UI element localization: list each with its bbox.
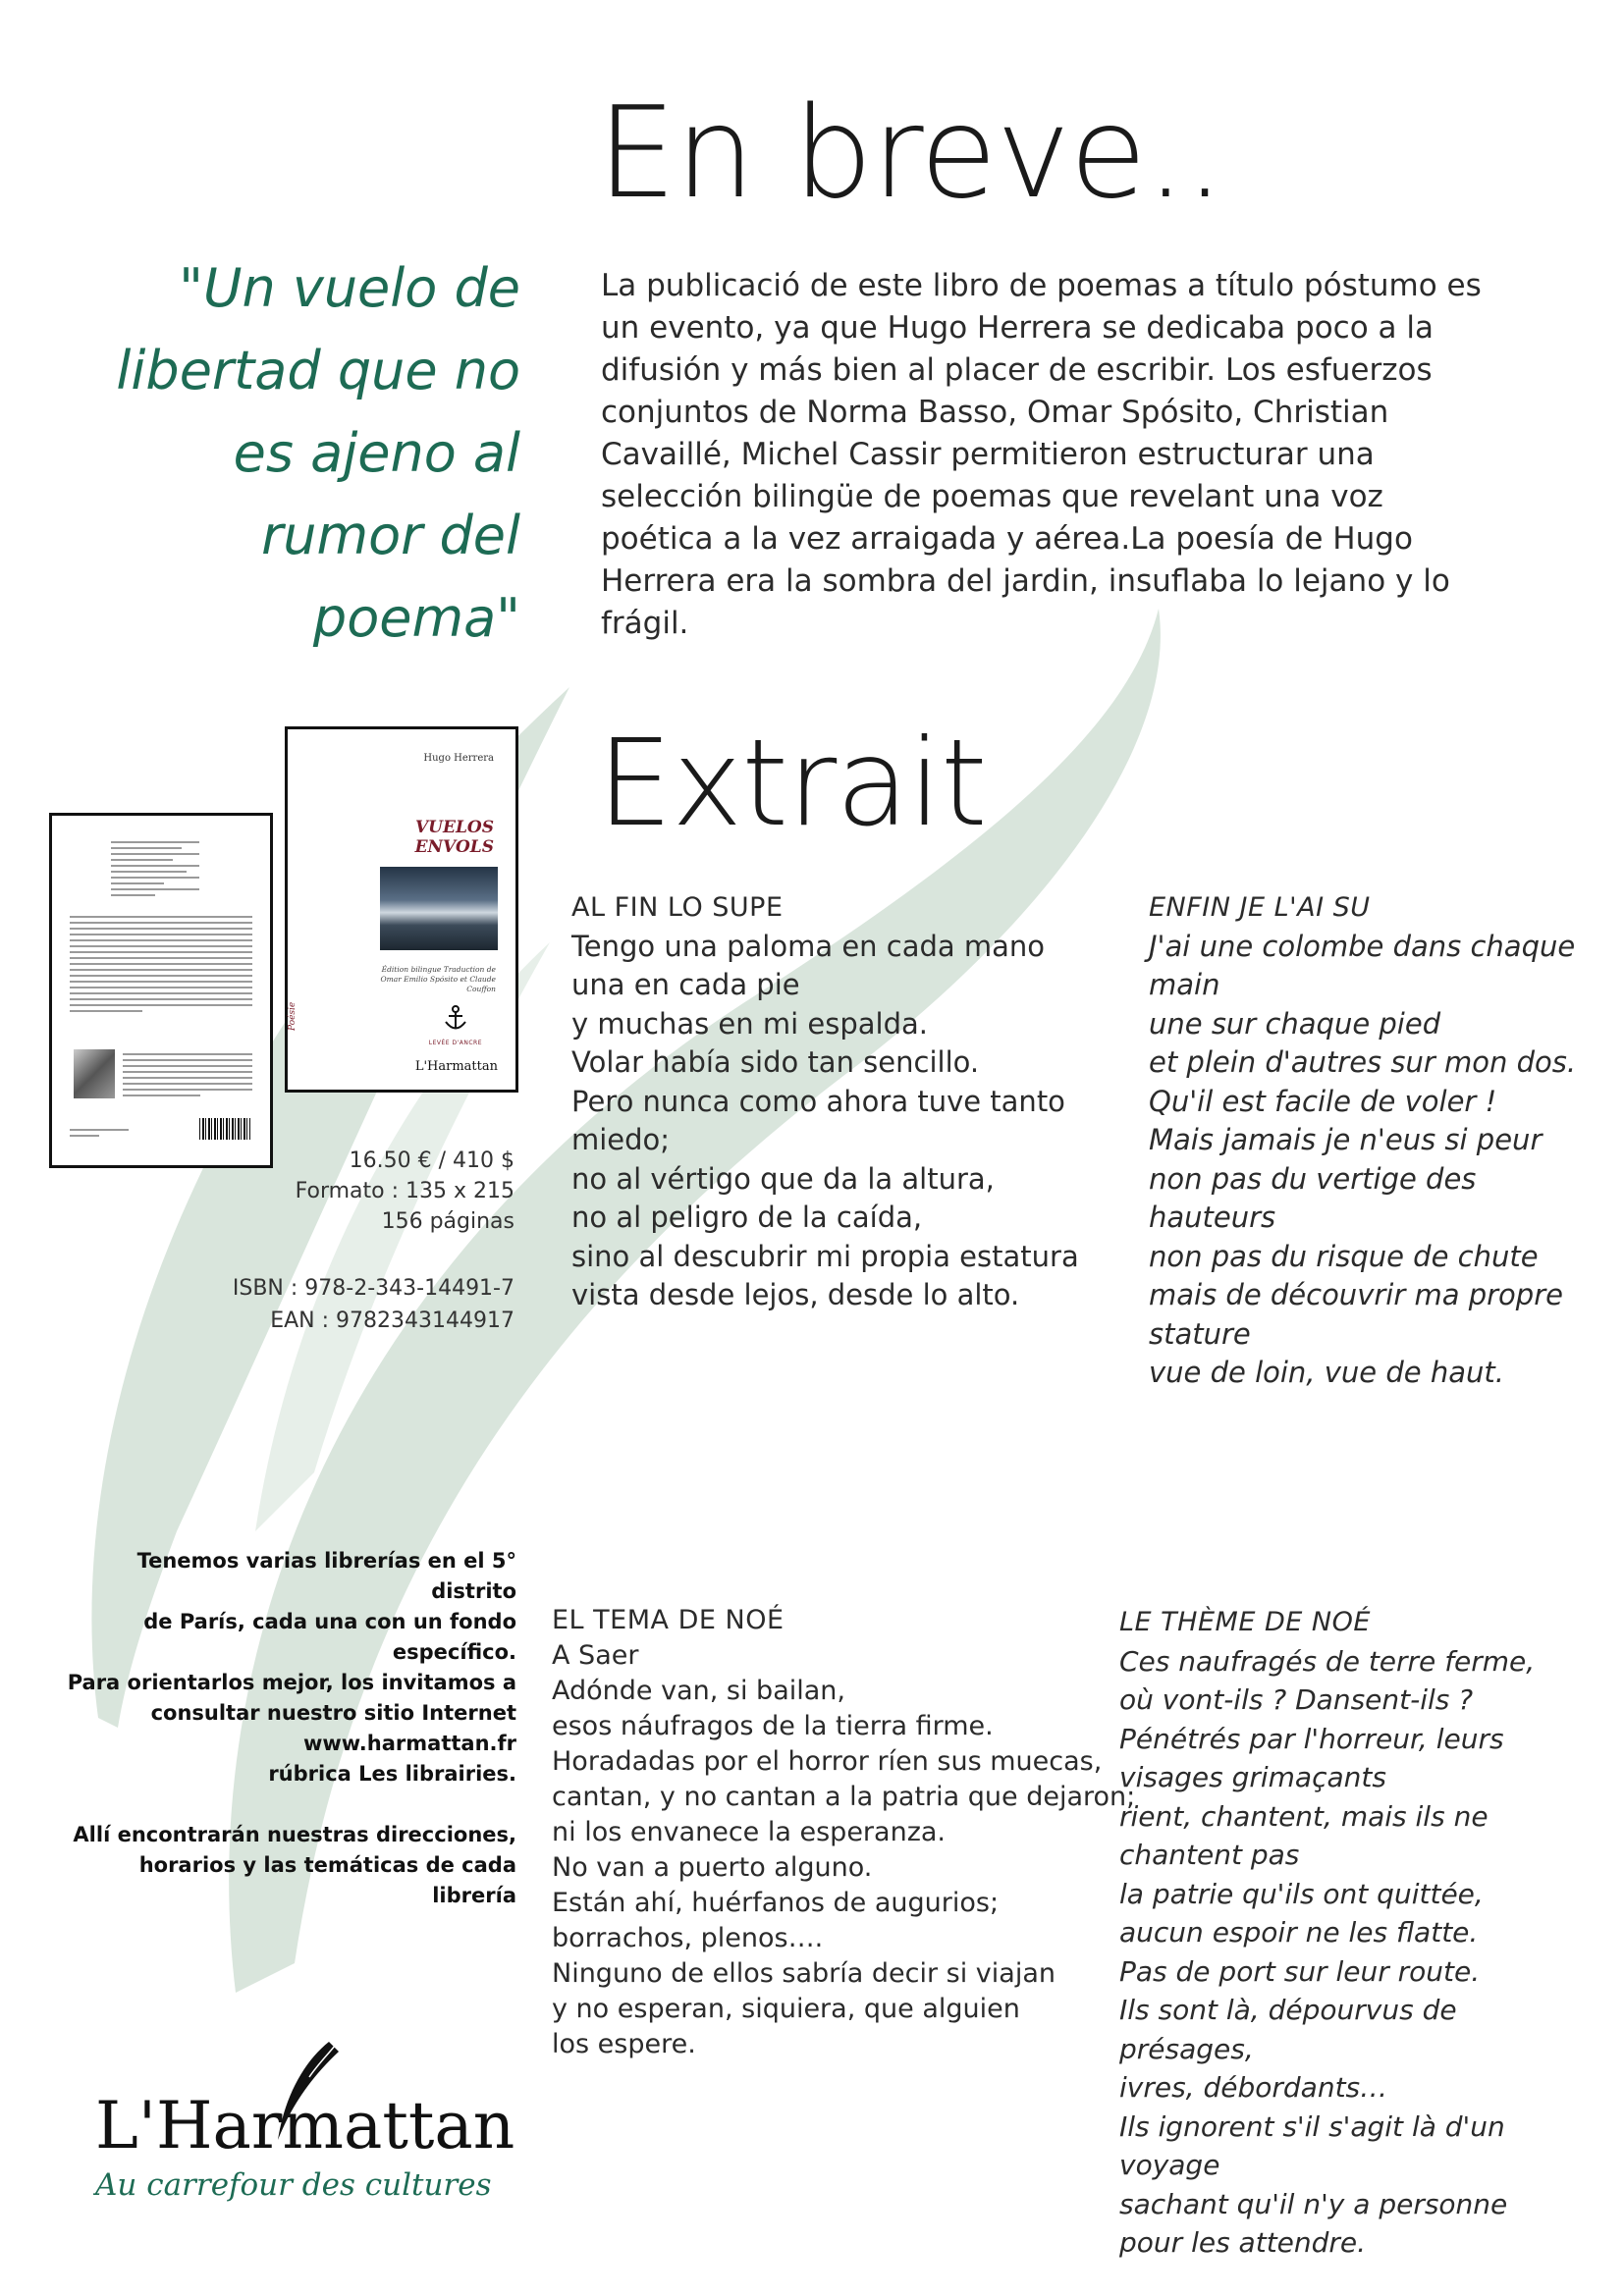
book-publisher: L'Harmattan	[414, 1059, 498, 1074]
poem-title: LE THÈME DE NOÉ	[1119, 1607, 1371, 1637]
poem-line: no al vértigo que da la altura,	[571, 1161, 995, 1196]
logo-tagline: Au carrefour des cultures	[95, 2167, 492, 2203]
poem-line: la patrie qu'ils ont quittée,	[1119, 1877, 1484, 1910]
barcode-icon	[199, 1118, 250, 1140]
book-author: Hugo Herrera	[423, 753, 494, 764]
poem-line: borrachos, plenos….	[552, 1923, 824, 1953]
poem-line: Ninguno de ellos sabría decir si viajan	[552, 1958, 1056, 1989]
page-title: En breve..	[597, 80, 1224, 227]
poem-line: rient, chantent, mais ils ne chantent pas	[1119, 1799, 1489, 1871]
harmattan-logo	[93, 2022, 525, 2209]
isbn: ISBN : 978-2-343-14491-7	[232, 1276, 514, 1301]
poem-line: Adónde van, si bailan,	[552, 1676, 845, 1706]
info-line: Para orientarlos mejor, los invitamos a	[67, 1671, 516, 1694]
poem-line: mais de découvrir ma propre stature	[1149, 1278, 1563, 1351]
poem-line: Tengo una paloma en cada mano	[571, 929, 1046, 963]
poem-line: sino al descubrir mi propia estatura	[571, 1239, 1079, 1273]
poem-line: pour les attendre.	[1119, 2226, 1367, 2259]
poem-line: Mais jamais je n'eus si peur	[1149, 1123, 1543, 1156]
format: Formato : 135 x 215	[295, 1179, 514, 1203]
poem-line: Volar había sido tan sencillo.	[571, 1045, 980, 1079]
info-line: específico.	[392, 1640, 516, 1664]
poem-line: une sur chaque pied	[1149, 1006, 1441, 1041]
poem-2-french	[1119, 1603, 1591, 2263]
poem-line: una en cada pie	[571, 968, 800, 1001]
poem-line: y muchas en mi espalda.	[571, 1006, 928, 1041]
book-title: VUELOS ENVOLS	[414, 818, 494, 857]
section-title-extrait: Extrait	[597, 714, 987, 853]
poem-line: sachant qu'il n'y a personne	[1119, 2187, 1508, 2220]
logo-name: L'Harmattan	[95, 2088, 515, 2163]
info-line: horarios y las temáticas de cada librería	[138, 1853, 516, 1907]
website-link[interactable]: www.harmattan.fr	[302, 1732, 516, 1755]
bookstore-info	[59, 1546, 516, 1911]
poem-line: miedo;	[571, 1123, 671, 1156]
poem-line: Pénétrés par l'horreur, leurs visages grimaçants	[1119, 1722, 1504, 1793]
poem-line: non pas du vertige des hauteurs	[1149, 1161, 1477, 1234]
poem-line: cantan, y no cantan a la patria que dejaron;	[552, 1782, 1136, 1812]
info-line: Tenemos varias librerías en el 5° distrito	[136, 1549, 516, 1603]
poem-line: J'ai une colombe dans chaque main	[1149, 929, 1576, 1001]
poem-line: Ils sont là, dépourvus de présages,	[1119, 1994, 1457, 2065]
poem-line: Pero nunca como ahora tuve tanto	[571, 1084, 1065, 1118]
poem-1-french	[1149, 888, 1581, 1393]
info-line: consultar nuestro sitio Internet	[150, 1701, 516, 1725]
book-back-cover	[49, 813, 273, 1168]
poem-1-spanish	[571, 888, 1082, 1315]
anchor-icon	[443, 1005, 468, 1033]
book-identifiers	[196, 1272, 514, 1337]
poem-line: vista desde lejos, desde lo alto.	[571, 1278, 1020, 1311]
info-line: rúbrica Les librairies.	[268, 1762, 516, 1786]
poem-line: No van a puerto alguno.	[552, 1852, 873, 1883]
poem-line: ni los envanece la esperanza.	[552, 1817, 946, 1847]
book-front-cover	[285, 726, 518, 1093]
poem-line: Pas de port sur leur route.	[1119, 1954, 1481, 1988]
poem-line: Están ahí, huérfanos de augurios;	[552, 1888, 1000, 1918]
cover-photo	[380, 867, 498, 950]
poem-line: y no esperan, siquiera, que alguien	[552, 1994, 1020, 2024]
poem-title: AL FIN LO SUPE	[571, 892, 784, 923]
book-edition: Édition bilingue Traduction de Omar Emilio Spósito et Claude Couffon	[380, 965, 496, 993]
poem-2-spanish	[552, 1603, 1136, 2062]
poem-line: no al peligro de la caída,	[571, 1201, 923, 1234]
pull-quote: "Un vuelo de libertad que no es ajeno al rumor del poema"	[116, 257, 520, 649]
book-collection: LEVÉE D'ANCRE	[428, 1040, 482, 1046]
book-details	[196, 1146, 514, 1237]
ean: EAN : 9782343144917	[270, 1308, 514, 1333]
author-photo	[74, 1049, 115, 1098]
intro-paragraph: La publicació de este libro de poemas a título póstumo es un evento, ya que Hugo Herrera se dedicaba poco a la difusión y más bien al placer de escribir. Los esfuerzos conjuntos de Norma Basso, Omar Spósito, Christian Cavaillé, Michel Cassir permitieron estructurar una selección bilingüe de poemas que revelant una voz poética a la vez arraigada y aérea.La poesía de Hugo Herrera era la sombra del jardin, insuflaba lo lejano y lo frágil.	[601, 268, 1482, 641]
poem-dedication: A Saer	[552, 1640, 639, 1671]
poem-line: aucun espoir ne les flatte.	[1119, 1916, 1479, 1949]
info-line: de París, cada una con un fondo	[143, 1610, 516, 1633]
page-count: 156 páginas	[381, 1209, 514, 1234]
poem-line: non pas du risque de chute	[1149, 1239, 1539, 1273]
poem-line: et plein d'autres sur mon dos.	[1149, 1045, 1577, 1079]
poem-line: où vont-ils ? Dansent-ils ?	[1119, 1683, 1474, 1716]
poem-line: vue de loin, vue de haut.	[1149, 1356, 1504, 1389]
book-spine-label: Poésie	[288, 1001, 298, 1031]
poem-line: esos náufragos de la tierra firme.	[552, 1711, 994, 1741]
poem-title: EL TEMA DE NOÉ	[552, 1605, 785, 1635]
poem-line: Qu'il est facile de voler !	[1149, 1084, 1497, 1118]
info-line: Allí encontrarán nuestras direcciones,	[73, 1823, 516, 1846]
poem-title: ENFIN JE L'AI SU	[1149, 892, 1371, 923]
poem-line: Ils ignorent s'il s'agit là d'un voyage	[1119, 2109, 1505, 2181]
price: 16.50 € / 410 $	[349, 1148, 514, 1173]
poem-line: Ces naufragés de terre ferme,	[1119, 1644, 1536, 1678]
poem-line: Horadadas por el horror ríen sus muecas,	[552, 1746, 1103, 1777]
poem-line: los espere.	[552, 2029, 696, 2059]
poem-line: ivres, débordants…	[1119, 2071, 1388, 2104]
